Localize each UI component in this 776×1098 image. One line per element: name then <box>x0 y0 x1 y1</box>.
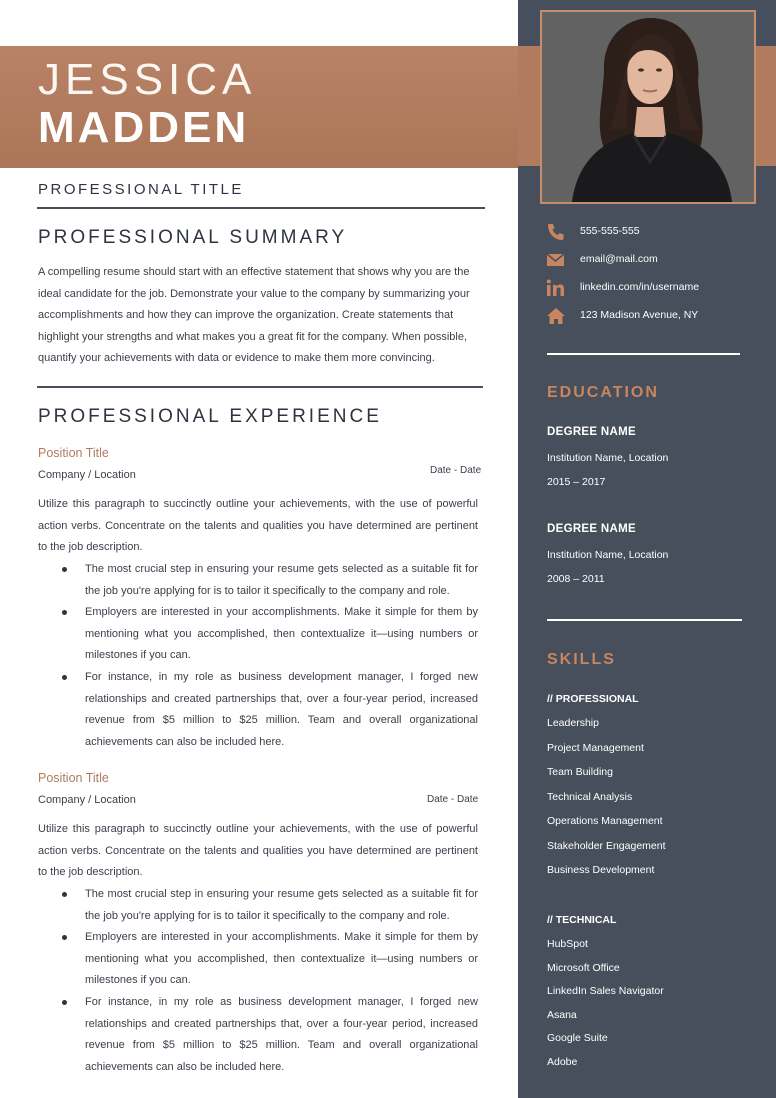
institution-name: Institution Name, Location <box>547 549 669 561</box>
skill-item: Adobe <box>547 1056 578 1068</box>
job-bullets <box>60 884 478 1078</box>
home-icon <box>546 307 566 325</box>
job-bullets <box>60 559 478 753</box>
phone-text: 555-555-555 <box>580 225 640 237</box>
job-bullet: The most crucial step in ensuring your resume gets selected as a suitable fit for the job you're applying for is to tailor it specifically to the company and role. <box>60 884 478 927</box>
skill-item: Asana <box>547 1009 577 1021</box>
linkedin-icon <box>546 279 566 297</box>
skill-item: LinkedIn Sales Navigator <box>547 985 664 997</box>
job-bullet: Employers are interested in your accomplishments. Make it simple for them by mentioning what you accomplished, then contextualize it—using numbers or milestones if you can. <box>60 602 478 667</box>
skill-item: Microsoft Office <box>547 962 620 974</box>
skills-technical-heading: // TECHNICAL <box>547 914 617 926</box>
summary-text: A compelling resume should start with an effective statement that shows why you are the ideal candidate for the job. Demonstrate your value to the company by summarizing your accomplishments and how they can improve the organization. Create statements that highlight your strengths and what makes you a great fit for the company. When possible, quantify your achievements with data or evidence to make them more convincing. <box>38 266 470 365</box>
skill-item: Project Management <box>547 742 644 754</box>
skill-item: Team Building <box>547 766 613 778</box>
contact-email <box>546 251 756 271</box>
skill-item: Operations Management <box>547 815 663 827</box>
skill-item: Technical Analysis <box>547 791 633 803</box>
skill-item: Stakeholder Engagement <box>547 840 666 852</box>
contact-phone <box>546 223 756 243</box>
job-bullet: For instance, in my role as business development manager, I forged new relationships and created partnerships that, over a four-year period, increased revenue from $5 million to $25 million. Team and overall organizational achievements can also be included here. <box>60 992 478 1078</box>
title-divider <box>37 207 485 209</box>
job-summary: Utilize this paragraph to succinctly outline your achievements, with the use of powerful action verbs. Concentrate on the talents and qualities you have determined are pertinent to the job description. <box>38 498 478 554</box>
profile-photo <box>540 10 756 204</box>
skills-professional-heading: // PROFESSIONAL <box>547 693 639 705</box>
last-name: MADDEN <box>38 103 250 152</box>
job-summary: Utilize this paragraph to succinctly outline your achievements, with the use of powerful action verbs. Concentrate on the talents and qualities you have determined are pertinent to the job description. <box>38 823 478 879</box>
phone-icon <box>546 223 566 241</box>
job-position-title: Position Title <box>38 771 109 785</box>
institution-name: Institution Name, Location <box>547 452 669 464</box>
experience-heading: PROFESSIONAL EXPERIENCE <box>38 406 382 427</box>
skill-item: Google Suite <box>547 1032 608 1044</box>
job-company: Company / Location <box>38 469 136 481</box>
first-name: JESSICA <box>38 55 257 104</box>
job-bullet: Employers are interested in your accomplishments. Make it simple for them by mentioning what you accomplished, then contextualize it—using numbers or milestones if you can. <box>60 927 478 992</box>
job-bullet: The most crucial step in ensuring your resume gets selected as a suitable fit for the job you're applying for is to tailor it specifically to the company and role. <box>60 559 478 602</box>
professional-title: PROFESSIONAL TITLE <box>38 181 244 198</box>
address-text: 123 Madison Avenue, NY <box>580 309 699 321</box>
skill-item: Leadership <box>547 717 599 729</box>
summary-heading: PROFESSIONAL SUMMARY <box>38 227 348 248</box>
job-date: Date - Date <box>430 465 482 476</box>
job-bullet: For instance, in my role as business development manager, I forged new relationships and created partnerships that, over a four-year period, increased revenue from $5 million to $25 million. Team and overall organizational achievements can also be included here. <box>60 667 478 753</box>
job-company: Company / Location <box>38 794 136 806</box>
contact-divider <box>547 353 740 355</box>
skill-item: Business Development <box>547 864 655 876</box>
job-position-title: Position Title <box>38 446 109 460</box>
degree-name: DEGREE NAME <box>547 426 636 438</box>
education-years: 2008 – 2011 <box>547 573 605 585</box>
education-heading: EDUCATION <box>547 384 659 401</box>
job-date: Date - Date <box>427 794 479 805</box>
education-divider <box>547 619 742 621</box>
skills-heading: SKILLS <box>547 651 616 668</box>
education-years: 2015 – 2017 <box>547 476 606 488</box>
email-text: email@mail.com <box>580 253 658 265</box>
skill-item: HubSpot <box>547 938 588 950</box>
linkedin-text: linkedin.com/in/username <box>580 281 700 293</box>
summary-divider <box>37 386 483 388</box>
contact-address <box>546 307 756 327</box>
email-icon <box>546 251 566 269</box>
degree-name: DEGREE NAME <box>547 523 636 535</box>
contact-linkedin <box>546 279 756 299</box>
